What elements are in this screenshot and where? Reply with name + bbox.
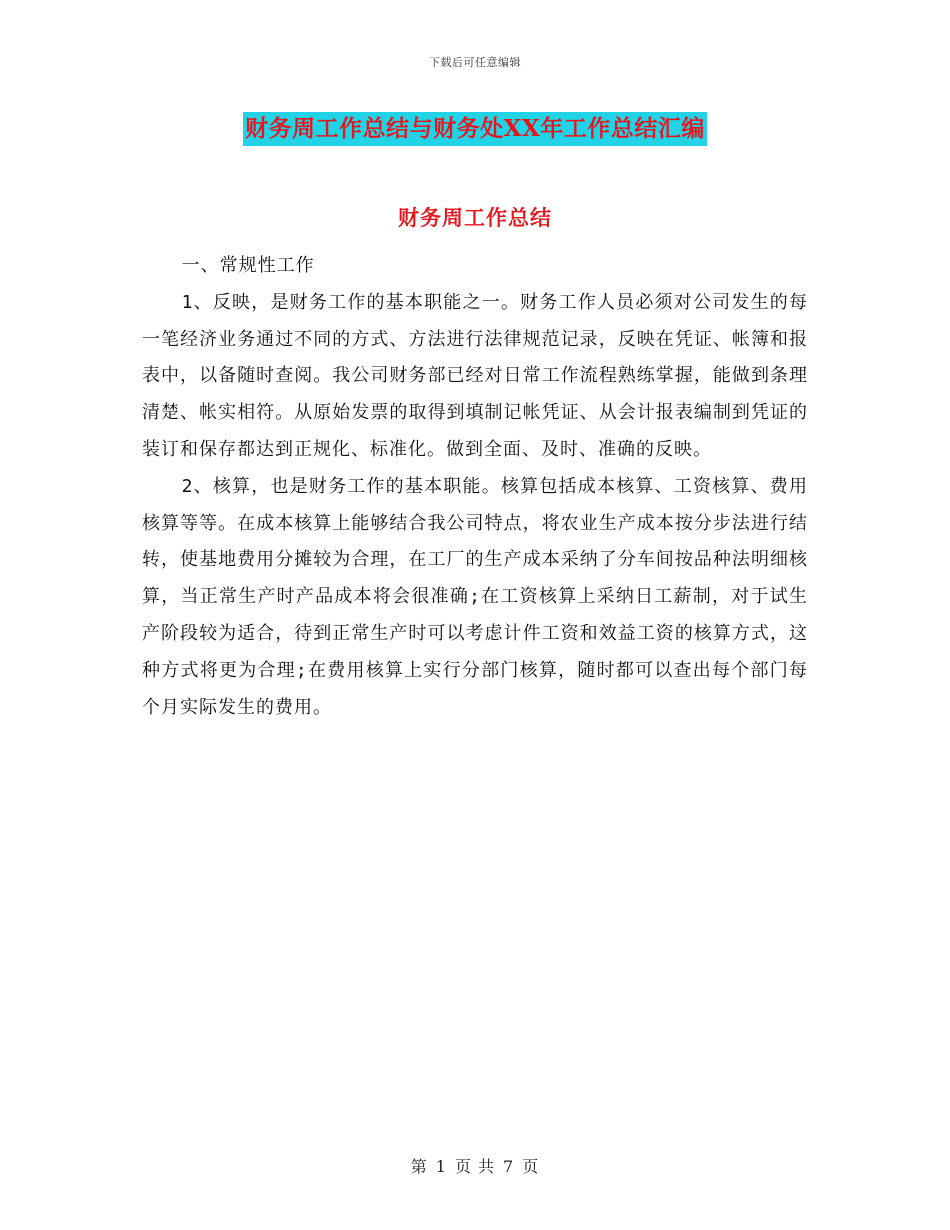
paragraph: 2、核算，也是财务工作的基本职能。核算包括成本核算、工资核算、费用核算等等。在成本核算上能够结合我公司特点，将农业生产成本按分步法进行结转，使基地费用分摊较为合理，在工厂的生产成本采纳了分车间按品种法明细核算，当正常生产时产品成本将会很准确;在工资核算上采纳日工薪制，对于试生产阶段较为适合，待到正常生产时可以考虑计件工资和效益工资的核算方式，这种方式将更为合理;在费用核算上实行分部门核算，随时都可以查出每个部门每个月实际发生的费用。: [142, 475, 808, 718]
paragraph: 1、反映，是财务工作的基本职能之一。财务工作人员必须对公司发生的每一笔经济业务通过不同的方式、方法进行法律规范记录，反映在凭证、帐簿和报表中，以备随时查阅。我公司财务部已经对日常工作流程熟练掌握，能做到条理清楚、帐实相符。从原始发票的取得到填制记帐凭证、从会计报表编制到凭证的装订和保存都达到正规化、标准化。做到全面、及时、准确的反映。: [142, 291, 808, 460]
document-title-container: [0, 112, 950, 146]
document-title: 财务周工作总结与财务处XX年工作总结汇编: [243, 112, 707, 146]
paragraph-heading: 一、常规性工作: [181, 255, 315, 276]
section-title: 财务周工作总结: [398, 205, 552, 230]
page-number-footer: [0, 1154, 950, 1177]
total-page-count: 7: [503, 1157, 515, 1176]
page-header-note: 下载后可任意编辑: [429, 56, 521, 69]
page-prefix: 第: [410, 1157, 428, 1176]
page-suffix: 页: [522, 1157, 540, 1176]
page-mid: 页 共: [454, 1157, 496, 1176]
document-body: [142, 248, 808, 726]
current-page-number: 1: [435, 1157, 447, 1176]
